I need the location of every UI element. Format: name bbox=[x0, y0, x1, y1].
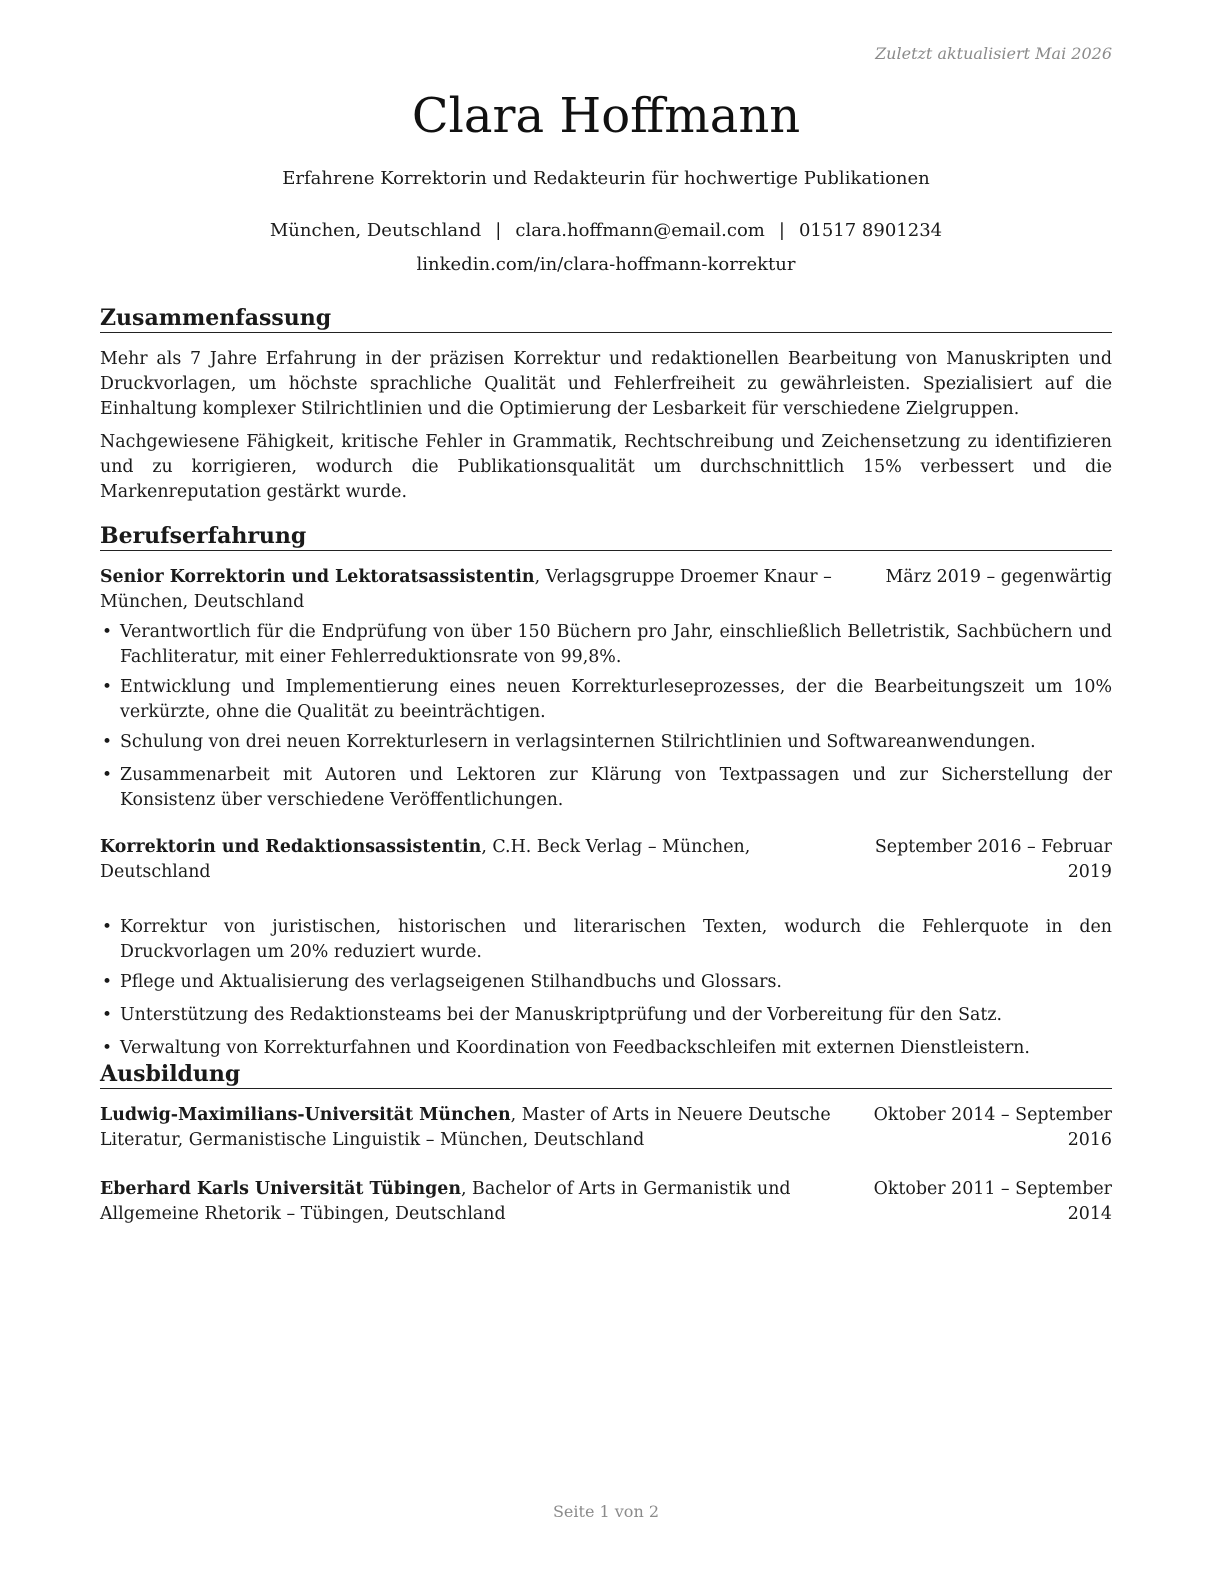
list-item: • Korrektur von juristischen, historischen und literarischen Texten, wodurch die Fehlerquote in den Druckvorlagen um 20% reduziert wurde. bbox=[102, 917, 1112, 962]
candidate-name: Clara Hoffmann bbox=[411, 88, 801, 144]
bullet-icon: • bbox=[102, 1005, 113, 1025]
job-role: Senior Korrektorin und Lektoratsassistentin bbox=[100, 567, 535, 587]
section-title-education: Ausbildung bbox=[100, 1060, 1112, 1089]
list-item: • Pflege und Aktualisierung des verlagseigenen Stilhandbuchs und Glossars. bbox=[100, 970, 1112, 995]
job-company: , Verlagsgruppe Droemer Knaur – München, Deutschland bbox=[100, 567, 832, 612]
bullet-icon: • bbox=[102, 972, 113, 992]
email-link[interactable]: clara.hoffmann@email.com bbox=[515, 220, 765, 241]
separator: | bbox=[495, 220, 502, 241]
section-title-experience: Berufserfahrung bbox=[100, 522, 1112, 551]
school-name: Eberhard Karls Universität Tübingen bbox=[100, 1179, 461, 1199]
education-entry bbox=[100, 1103, 1112, 1153]
last-updated: Zuletzt aktualisiert Mai 2026 bbox=[875, 44, 1112, 63]
job-header bbox=[100, 835, 1112, 885]
job-header bbox=[100, 565, 1112, 615]
bullet-icon: • bbox=[102, 622, 113, 642]
list-item: • Verwaltung von Korrekturfahnen und Koordination von Feedbackschleifen mit externen Dienstleistern. bbox=[100, 1036, 1112, 1061]
resume-page bbox=[100, 0, 1112, 1584]
list-item: • Unterstützung des Redaktionsteams bei der Manuskriptprüfung und der Vorbereitung für den Satz. bbox=[100, 1003, 1112, 1028]
summary-paragraph: Mehr als 7 Jahre Erfahrung in der präzisen Korrektur und redaktionellen Bearbeitung von Manuskripten und Druckvorlagen, um höchste sprachliche Qualität und Fehlerfreiheit zu gewährleisten. Spezialisiert auf die Einhaltung komplexer Stilrichtlinien und die Optimierung der Lesbarkeit für verschiedene Zielgruppen. bbox=[100, 349, 1112, 419]
job-bullets bbox=[100, 915, 1112, 1061]
separator: | bbox=[778, 220, 785, 241]
bullet-icon: • bbox=[102, 677, 113, 697]
bullet-icon: • bbox=[102, 917, 113, 937]
list-item: • Verantwortlich für die Endprüfung von über 150 Büchern pro Jahr, einschließlich Belletristik, Sachbüchern und Fachliteratur, mit einer Fehlerreduktionsrate von 99,8%. bbox=[102, 622, 1112, 667]
job-dates: März 2019 – gegenwärtig bbox=[885, 567, 1112, 587]
degree: , Master of Arts in Neuere Deutsche Literatur, Germanistische Linguistik – München, Deutschland bbox=[100, 1105, 831, 1150]
experience-section bbox=[100, 522, 1112, 1061]
education-dates: Oktober 2014 – September 2016 bbox=[873, 1105, 1112, 1150]
education-entry bbox=[100, 1177, 1112, 1227]
bullet-icon: • bbox=[102, 732, 113, 752]
phone: 01517 8901234 bbox=[798, 220, 943, 241]
section-title-summary: Zusammenfassung bbox=[100, 304, 1112, 333]
education-dates: Oktober 2011 – September 2014 bbox=[873, 1179, 1112, 1224]
job-dates: September 2016 – Februar 2019 bbox=[874, 837, 1112, 882]
job-role: Korrektorin und Redaktionsassistentin bbox=[100, 837, 482, 857]
page-number: Seite 1 von 2 bbox=[552, 1502, 660, 1521]
education-section bbox=[100, 1060, 1112, 1227]
school-name: Ludwig-Maximilians-Universität München bbox=[100, 1105, 511, 1125]
job-company: , C.H. Beck Verlag – München, Deutschland bbox=[100, 837, 751, 882]
job-bullets bbox=[100, 620, 1112, 813]
list-item: • Schulung von drei neuen Korrekturlesern in verlagsinternen Stilrichtlinien und Softwareanwendungen. bbox=[100, 730, 1112, 755]
contact-line bbox=[100, 220, 1112, 241]
bullet-icon: • bbox=[102, 1038, 113, 1058]
list-item: • Entwicklung und Implementierung eines neuen Korrekturleseprozesses, der die Bearbeitungszeit um 10% verkürzte, ohne die Qualität zu beeinträchtigen. bbox=[102, 677, 1112, 722]
summary-section bbox=[100, 304, 1112, 505]
degree: , Bachelor of Arts in Germanistik und Allgemeine Rhetorik – Tübingen, Deutschland bbox=[100, 1179, 791, 1224]
job-entry bbox=[100, 565, 1112, 813]
job-entry bbox=[100, 835, 1112, 1061]
tagline: Erfahrene Korrektorin und Redakteurin für hochwertige Publikationen bbox=[282, 168, 930, 189]
bullet-icon: • bbox=[102, 765, 113, 785]
summary-paragraph: Nachgewiesene Fähigkeit, kritische Fehler in Grammatik, Rechtschreibung und Zeichensetzung zu identifizieren und zu korrigieren, wodurch die Publikationsqualität um durchschnittlich 15% verbessert und die Markenreputation gestärkt wurde. bbox=[100, 432, 1112, 502]
location: München, Deutschland bbox=[269, 220, 482, 241]
list-item: • Zusammenarbeit mit Autoren und Lektoren zur Klärung von Textpassagen und zur Sicherstellung der Konsistenz über verschiedene Veröffentlichungen. bbox=[102, 765, 1112, 810]
linkedin-link[interactable]: linkedin.com/in/clara-hoffmann-korrektur bbox=[416, 254, 796, 275]
